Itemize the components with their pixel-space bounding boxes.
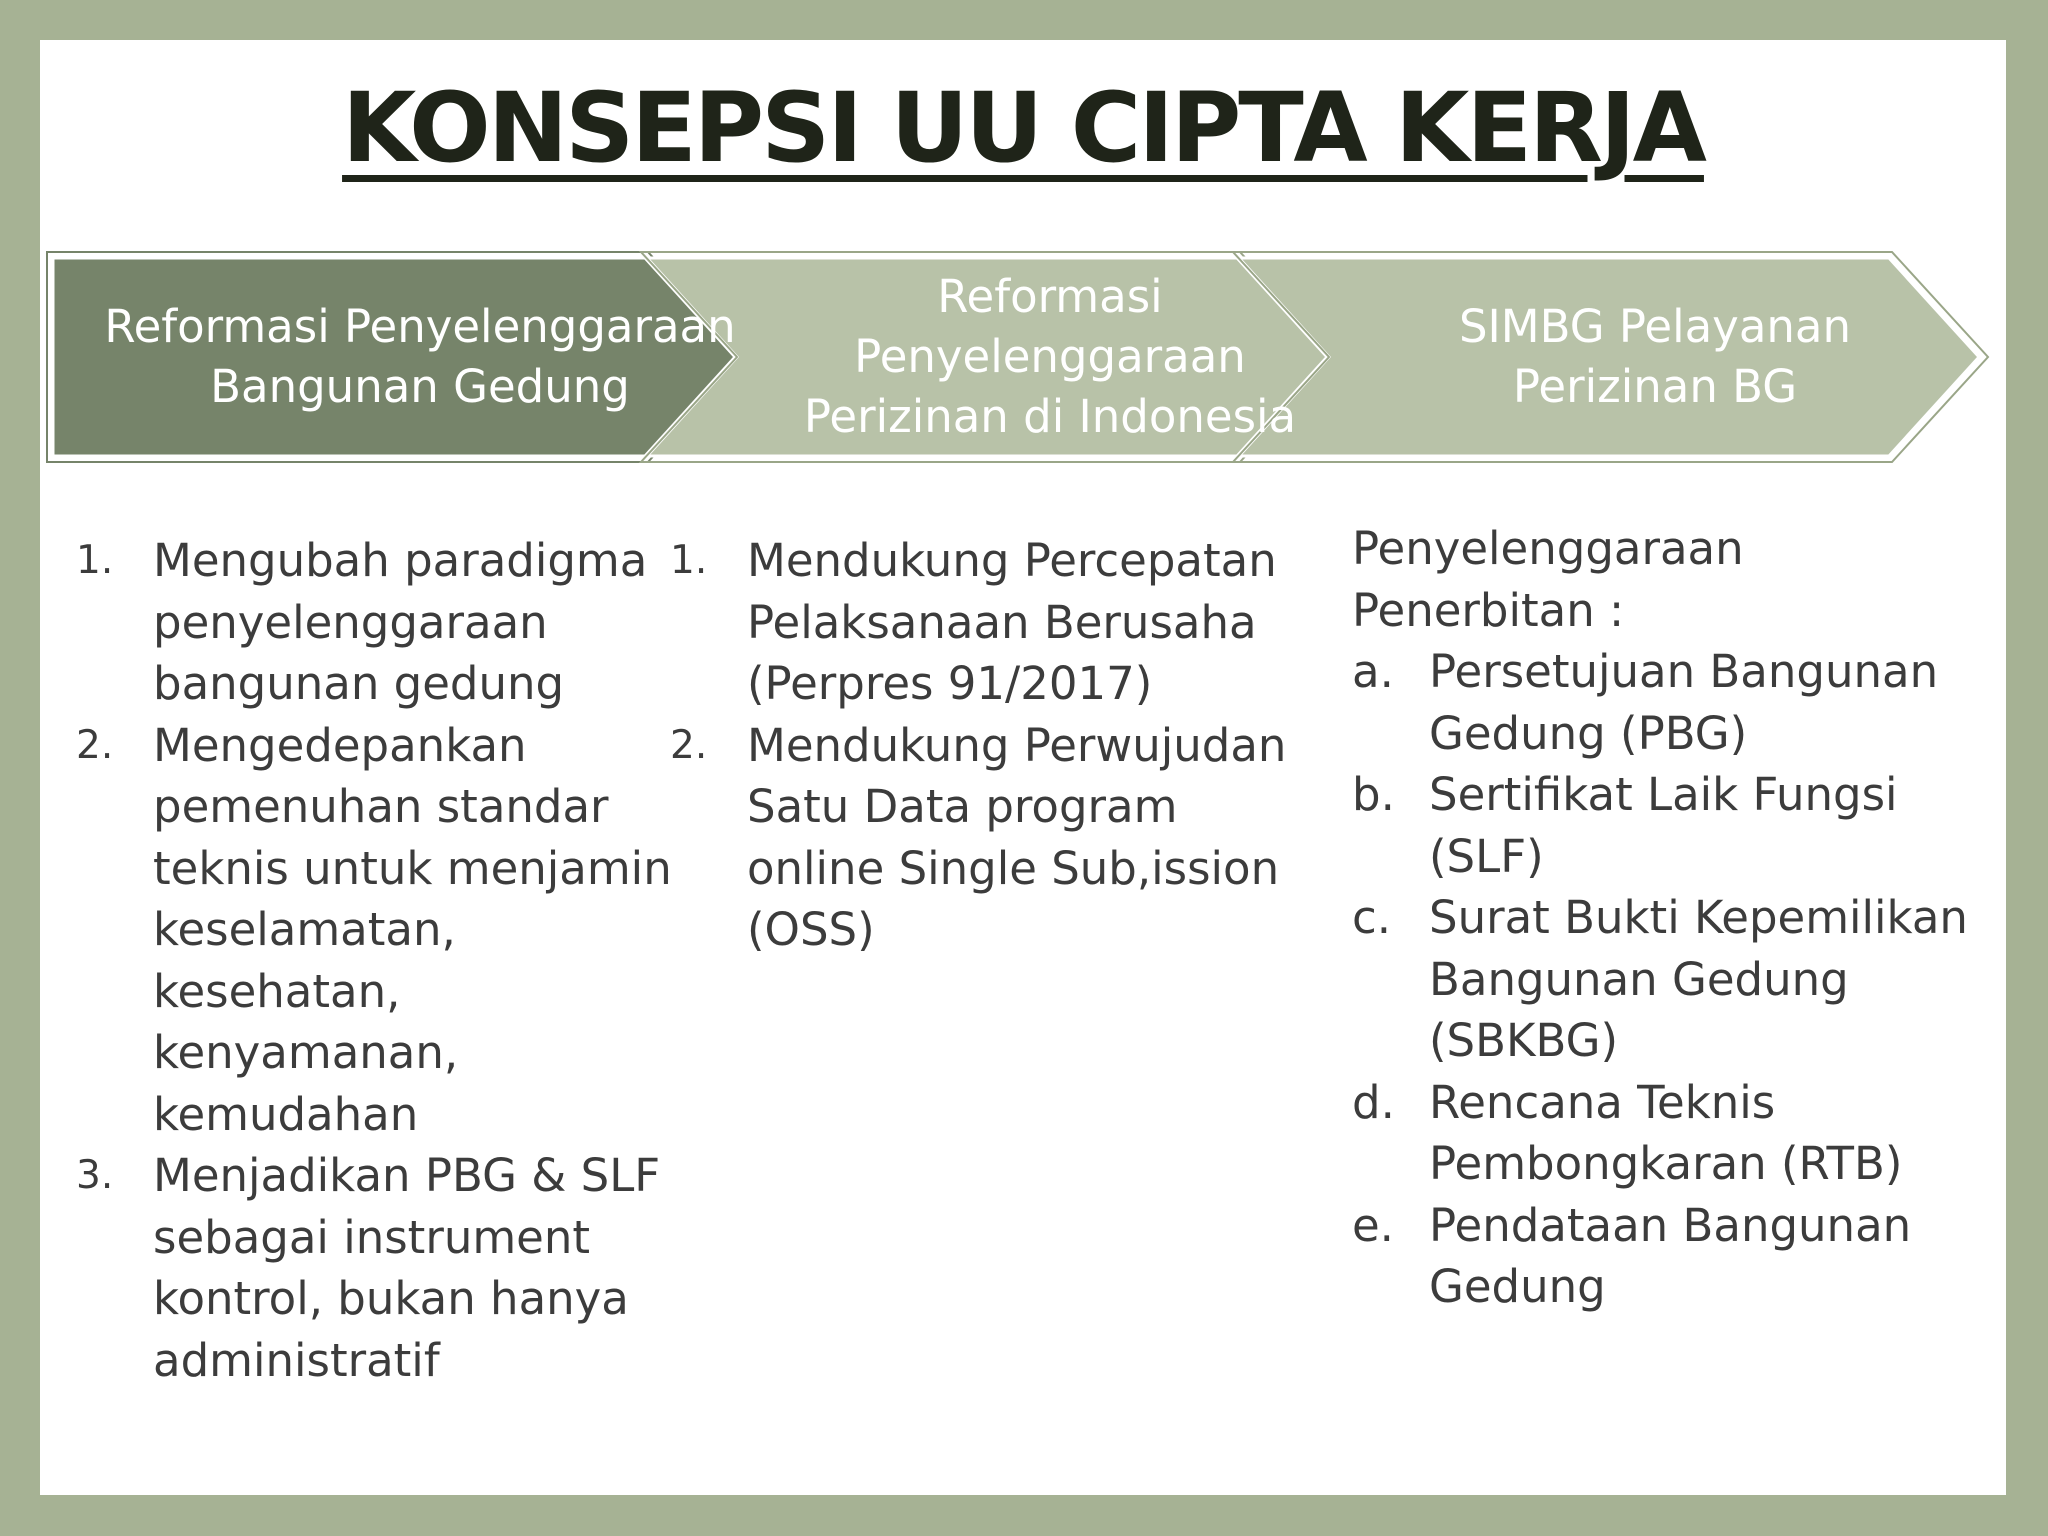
column-3 [1352, 518, 1982, 1318]
column-3-list [1352, 641, 1982, 1318]
list-item [76, 1145, 676, 1391]
list-marker: 2. [670, 722, 708, 768]
column-3-intro: Penyelenggaraan Penerbitan : [1352, 522, 1744, 637]
list-item [1352, 641, 1982, 764]
list-item-text: Sertifikat Laik Fungsi (SLF) [1429, 768, 1898, 883]
list-marker: d. [1352, 1075, 1395, 1129]
list-marker: 2. [76, 722, 114, 768]
list-item-text: Surat Bukti Kepemilikan Bangunan Gedung (SBKBG) [1429, 891, 1968, 1067]
list-marker: e. [1352, 1198, 1394, 1252]
column-1 [76, 530, 676, 1391]
list-item [670, 530, 1310, 715]
column-2 [670, 530, 1310, 961]
list-item [1352, 1072, 1982, 1195]
column-1-list [76, 530, 676, 1391]
column-2-list [670, 530, 1310, 961]
list-item [1352, 887, 1982, 1072]
list-item-text: Persetujuan Bangunan Gedung (PBG) [1429, 645, 1939, 760]
list-marker: a. [1352, 645, 1394, 698]
list-item-text: Pendataan Bangunan Gedung [1429, 1198, 1912, 1313]
list-marker: c. [1352, 891, 1392, 944]
list-item-text: Rencana Teknis Pembongkaran (RTB) [1429, 1075, 1903, 1190]
list-marker: 1. [670, 538, 708, 583]
list-item [1352, 1195, 1982, 1318]
list-item [670, 715, 1310, 961]
chevron-2-label: Reformasi Penyelenggaraan Perizinan di Indonesia [803, 270, 1297, 443]
list-item-text: Mendukung Percepatan Pelaksanaan Berusaha (Perpres 91/2017) [747, 534, 1277, 710]
list-item [1352, 764, 1982, 887]
list-marker: 1. [76, 538, 114, 583]
list-marker: 3. [76, 1153, 114, 1198]
slide-title: KONSEPSI UU CIPTA KERJA [342, 72, 1704, 184]
chevron-3-label: SIMBG Pelayanan Perizinan BG [1458, 300, 1852, 413]
list-marker: b. [1352, 768, 1395, 821]
list-item [76, 530, 676, 715]
list-item-text: Menjadikan PBG & SLF sebagai instrument kontrol, bukan hanya administratif [153, 1149, 661, 1387]
chevron-1-label: Reformasi Penyelenggaraan Bangunan Gedung [104, 300, 736, 413]
slide [40, 40, 2006, 1495]
list-item-text: Mengedepankan pemenuhan standar teknis untuk menjamin keselamatan, kesehatan, kenyamanan, kemudahan [153, 718, 672, 1141]
list-item-text: Mengubah paradigma penyelenggaraan bangunan gedung [153, 534, 648, 710]
list-item-text: Mendukung Perwujudan Satu Data program online Single Sub,ission (OSS) [747, 718, 1287, 956]
list-item [76, 715, 676, 1146]
